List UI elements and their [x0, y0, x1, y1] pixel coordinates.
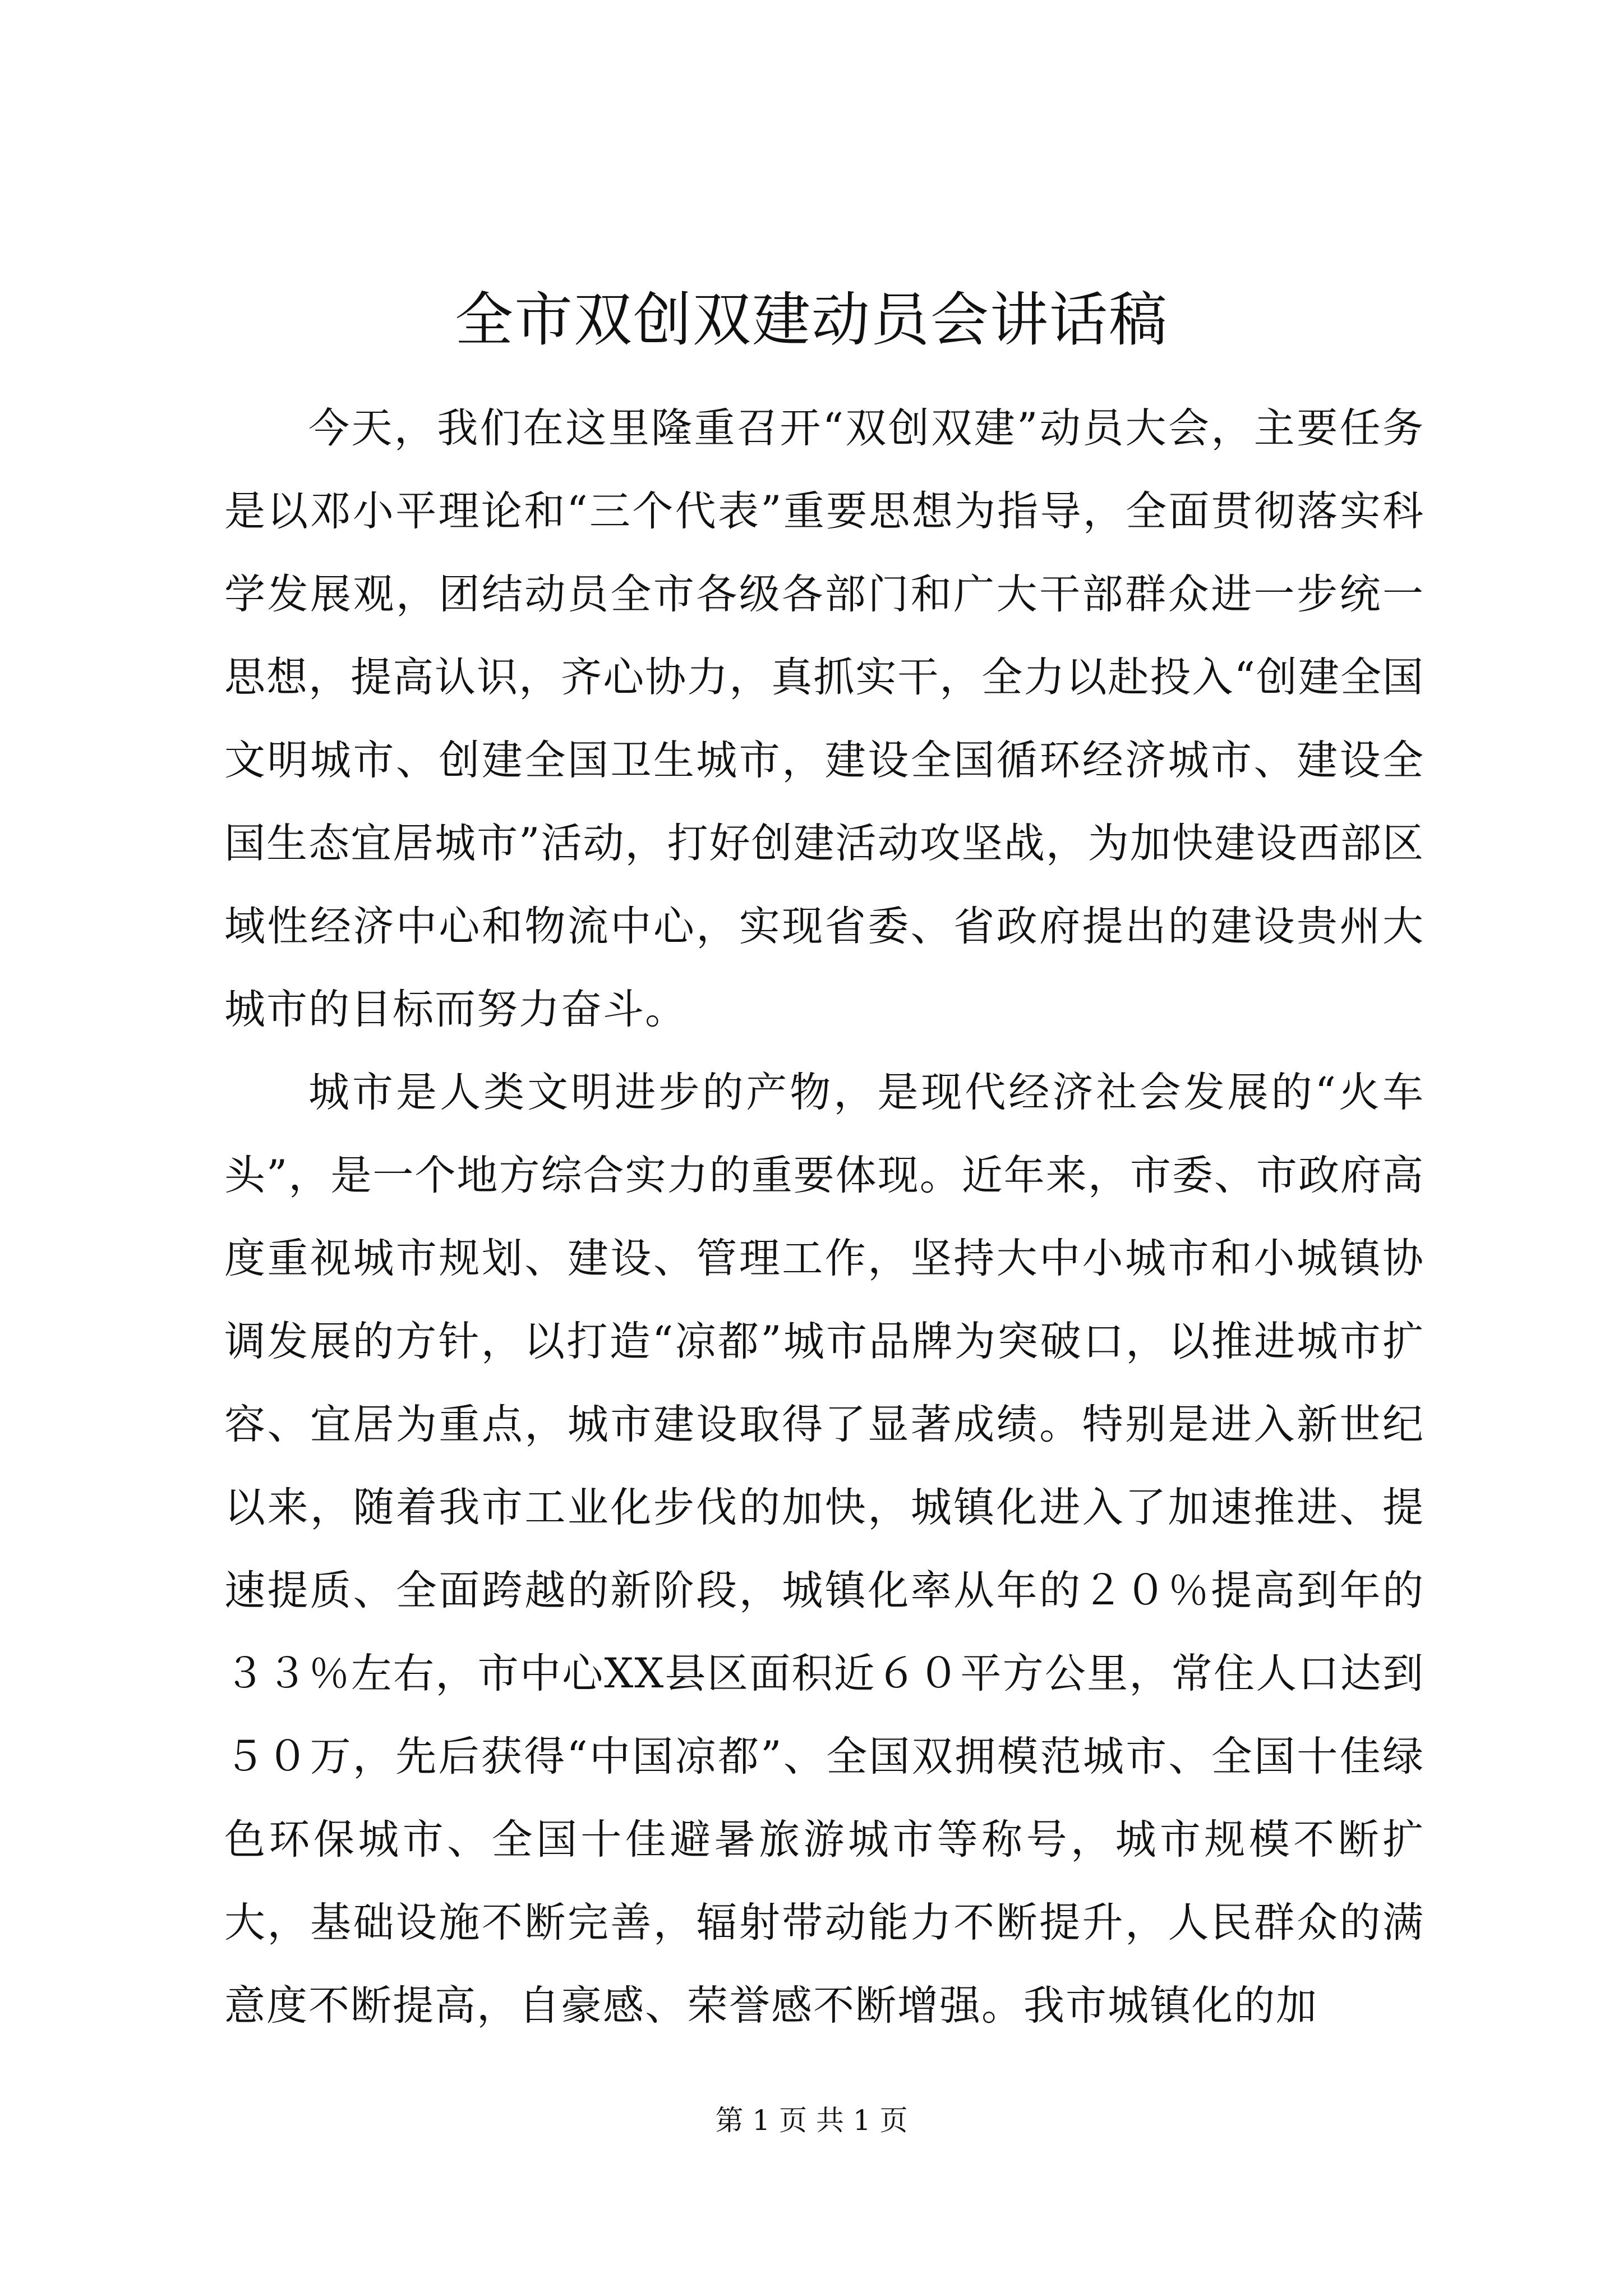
document-title: 全市双创双建动员会讲话稿 [454, 286, 1168, 354]
paragraph-1: 今天，我们在这里隆重召开“双创双建”动员大会，主要任务是以邓小平理论和“三个代表”重要思想为指导，全面贯彻落实科学发展观，团结动员全市各级各部门和广大干部群众进一步统一思想，提高认识，齐心协力，真抓实干，全力以赴投入“创建全国文明城市、创建全国卫生城市，建设全国循环经济城市、建设全国生态宜居城市”活动，打好创建活动攻坚战，为加快建设西部区域性经济中心和物流中心，实现省委、省政府提出的建设贵州大城市的目标而努力奋斗。 [224, 404, 1424, 1033]
page-number-label: 第 1 页 共 1 页 [715, 2104, 908, 2137]
document-body [224, 387, 1424, 2047]
page-footer [0, 2101, 1623, 2140]
paragraph-2: 城市是人类文明进步的产物，是现代经济社会发展的“火车头”，是一个地方综合实力的重要体现。近年来，市委、市政府高度重视城市规划、建设、管理工作，坚持大中小城市和小城镇协调发展的方针，以打造“凉都”城市品牌为突破口，以推进城市扩容、宜居为重点，城市建设取得了显著成绩。特别是进入新世纪以来，随着我市工业化步伐的加快，城镇化进入了加速推进、提速提质、全面跨越的新阶段，城镇化率从年的２０％提高到年的３３％左右，市中心XX县区面积近６０平方公里，常住人口达到５０万，先后获得“中国凉都”、全国双拥模范城市、全国十佳绿色环保城市、全国十佳避暑旅游城市等称号，城市规模不断扩大，基础设施不断完善，辐射带动能力不断提升，人民群众的满意度不断提高，自豪感、荣誉感不断增强。我市城镇化的加 [224, 1069, 1424, 2030]
